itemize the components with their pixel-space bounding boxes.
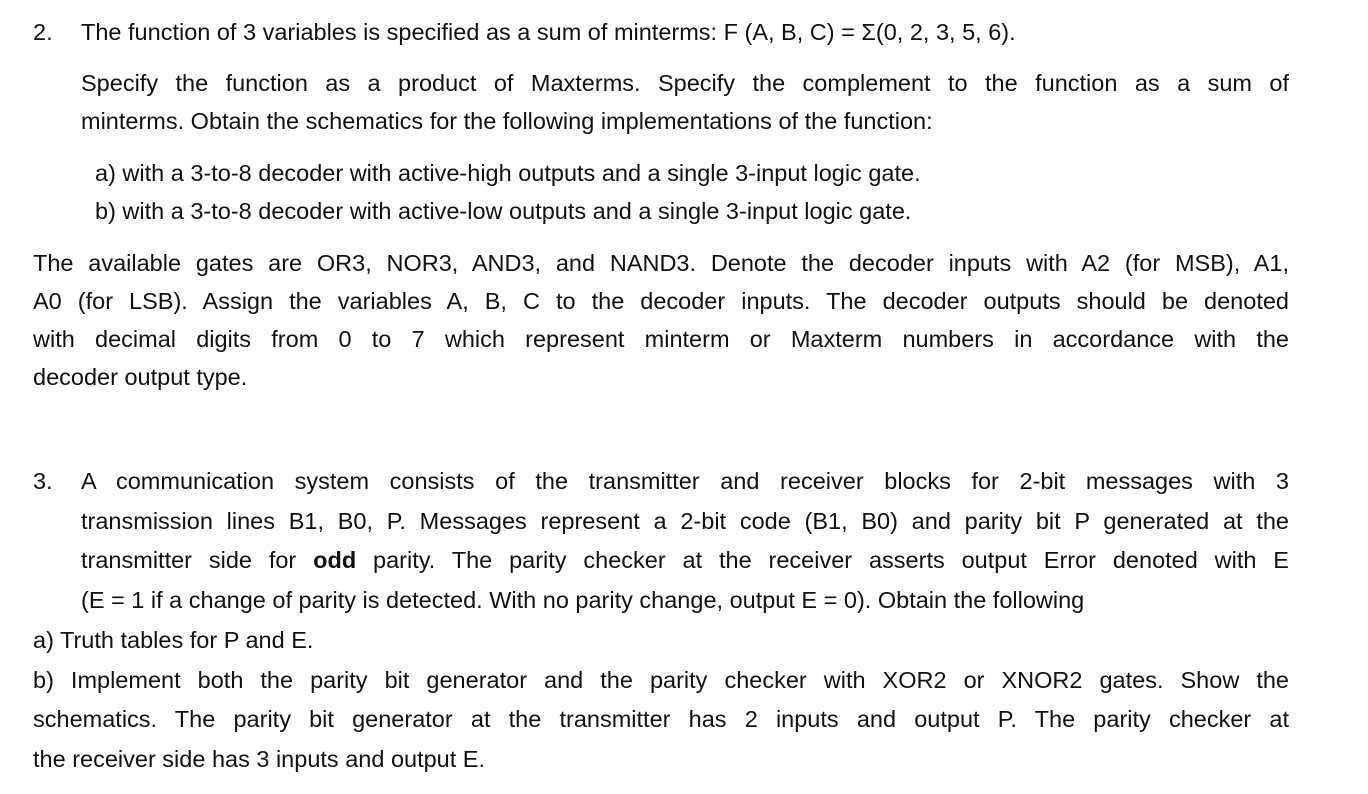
problem-2-gates-line-1: The available gates are OR3, NOR3, AND3, and NAND3. Denote the decoder inputs with A2 (for MSB), A1, [33, 250, 1289, 276]
problem-3-item-b-line-2: schematics. The parity bit generator at the transmitter has 2 inputs and output P. The parity checker at [33, 706, 1289, 732]
problem-3-line-1: A communication system consists of the transmitter and receiver blocks for 2-bit messages with 3 [81, 468, 1289, 494]
problem-3-item-b-line-3: the receiver side has 3 inputs and output E. [33, 746, 486, 772]
problem-2-paragraph-line-1: Specify the function as a product of Maxterms. Specify the complement to the function as a sum of [81, 70, 1289, 96]
problem-3-number: 3. [33, 468, 53, 494]
problem-3-item-a: a) Truth tables for P and E. [33, 627, 314, 653]
problem-3-line-2: transmission lines B1, B0, P. Messages represent a 2-bit code (B1, B0) and parity bit P generated at the [81, 508, 1289, 534]
problem-2-item-b: b) with a 3-to-8 decoder with active-low outputs and a single 3-input logic gate. [95, 198, 912, 224]
problem-3-line-4: (E = 1 if a change of parity is detected. With no parity change, output E = 0). Obtain the following [81, 587, 1085, 613]
problem-3-line-3 [81, 545, 1289, 575]
problem-2-gates-line-4: decoder output type. [33, 364, 248, 390]
problem-3-item-b-line-1: b) Implement both the parity bit generator and the parity checker with XOR2 or XNOR2 gates. Show the [33, 667, 1289, 693]
problem-2-statement: The function of 3 variables is specified as a sum of minterms: F (A, B, C) = Σ(0, 2, 3, 5, 6). [81, 19, 1016, 45]
problem-3-line-3-end: parity. The parity checker at the receiver asserts output Error denoted with E [356, 547, 1289, 573]
problem-2-gates-line-3: with decimal digits from 0 to 7 which represent minterm or Maxterm numbers in accordance with the [33, 326, 1289, 352]
problem-2-gates-line-2: A0 (for LSB). Assign the variables A, B, C to the decoder inputs. The decoder outputs should be denoted [33, 288, 1289, 314]
problem-3-line-3-start: transmitter side for [81, 547, 314, 573]
problem-2-item-a: a) with a 3-to-8 decoder with active-high outputs and a single 3-input logic gate. [95, 160, 921, 186]
odd-emphasis: odd [313, 547, 357, 573]
problem-2-number: 2. [33, 19, 53, 45]
problem-2-paragraph-line-2: minterms. Obtain the schematics for the following implementations of the function: [81, 108, 933, 134]
